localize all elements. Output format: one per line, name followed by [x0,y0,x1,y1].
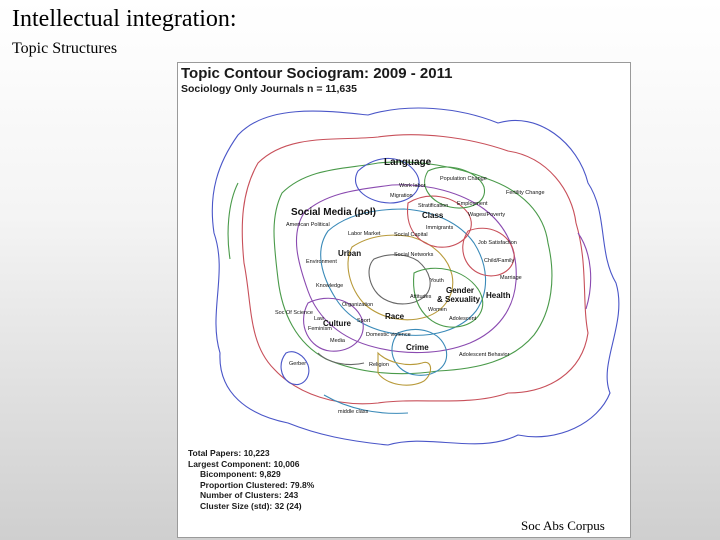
slide-subtitle: Topic Structures [12,40,118,57]
topic-label-labor-market: Labor Market [348,231,381,237]
topic-label-sport: Sport [357,318,371,324]
topic-label-women: Women [428,307,447,313]
stat-largest-component: Largest Component: 10,006 [188,458,300,469]
slide-title: Intellectual integration: [12,6,237,32]
sociogram-figure [177,62,631,538]
topic-label-sexuality: & Sexuality [437,295,481,304]
topic-label-environment: Environment [306,259,337,265]
topic-label-urban: Urban [338,249,362,258]
topic-label-adolescent: Adolescent [449,316,477,322]
topic-label-language: Language [384,157,432,168]
topic-label-wages-poverty: Wages/Poverty [468,212,506,218]
stats-block [188,448,314,512]
topic-label-race: Race [385,312,405,321]
stat-bicomponent: Bicomponent: 9,829 [200,469,281,480]
topic-label-religion: Religion [369,362,389,368]
topic-label-adolescent-behavior: Adolescent Behavior [459,352,510,358]
topic-label-middle-class: middle class [338,409,369,415]
topic-label-gerber: Gerber [289,361,307,367]
topic-label-youth: Youth [430,278,444,284]
topic-label-gender: Gender [446,286,475,295]
figure-title: Topic Contour Sociogram: 2009 - 2011 [181,65,453,82]
topic-label-culture: Culture [323,319,351,328]
figure-subtitle: Sociology Only Journals n = 11,635 [181,83,357,95]
topic-label-fertility-change: Fertility Change [506,190,545,196]
topic-label-social-capital: Social Capital [394,232,428,238]
topic-label-media: Media [330,338,345,344]
topic-label-job-satisfaction: Job Satisfaction [478,240,517,246]
topic-label-crime: Crime [406,343,429,352]
topic-label-population-change: Population Change [440,176,487,182]
topic-label-social-media: Social Media (pol) [291,207,377,218]
topic-label-stratification: Stratification [418,203,449,209]
topic-label-child-family: Child/Family [484,258,515,264]
stat-cluster-size: Cluster Size (std): 32 (24) [200,500,302,511]
topic-label-law: Law [314,316,325,322]
topic-label-soc-of-science: Soc Of Science [275,310,313,316]
topic-label-knowledge: Knowledge [316,283,344,289]
topic-label-social-networks: Social Networks [394,252,434,258]
topic-label-american-political: American Political [286,222,330,228]
topic-label-employment: Employment [457,201,488,207]
stat-number-of-clusters: Number of Clusters: 243 [200,490,299,501]
topic-label-organization: Organization [342,302,374,308]
topic-label-feminism: Feminism [308,326,332,332]
topic-label-marriage: Marriage [500,275,522,281]
stat-total-papers: Total Papers: 10,223 [188,448,270,458]
topic-label-domestic-violence: Domestic violence [366,332,411,338]
topic-label-migration: Migration [390,193,413,199]
topic-label-immigrants: Immigrants [426,225,454,231]
stat-proportion-clustered: Proportion Clustered: 79.8% [200,479,315,490]
topic-label-work-labor: Work labor [399,183,426,189]
topic-label-attitudes: Attitudes [410,294,432,300]
topic-label-class: Class [422,211,444,220]
corpus-caption: Soc Abs Corpus [521,518,605,533]
topic-label-health: Health [486,291,511,300]
